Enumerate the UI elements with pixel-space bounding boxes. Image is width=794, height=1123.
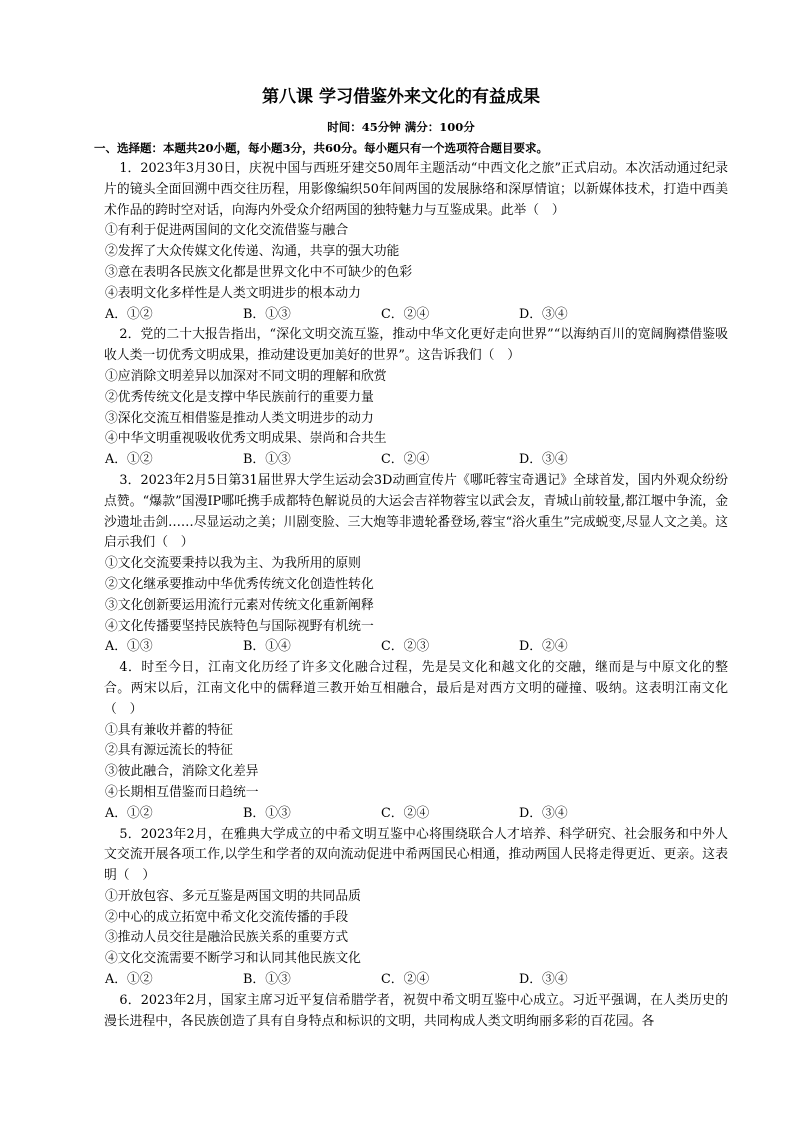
choice-a: A．①③ <box>105 639 153 655</box>
question-2 <box>104 325 728 471</box>
question-3 <box>104 471 728 658</box>
question-stem: 6．2023年2月，国家主席习近平复信希腊学者，祝贺中希文明互鉴中心成立。习近平强调，在人类历史的漫长进程中，各民族创造了具有自身特点和标识的文明，共同构成人类文明绚丽多彩的百花园。各 <box>104 992 728 1029</box>
statement-3: ③彼此融合，消除文化差异 <box>105 764 259 780</box>
statement-1: ①有利于促进两国间的文化交流借鉴与融合 <box>105 223 349 239</box>
page-title: 第八课 学习借鉴外来文化的有益成果 <box>262 87 540 107</box>
statement-3: ③文化创新要运用流行元素对传统文化重新阐释 <box>105 597 374 613</box>
choice-c: C．②④ <box>381 306 430 322</box>
statement-2: ②发挥了大众传媒文化传递、沟通，共享的强大功能 <box>105 244 400 260</box>
choice-d: D．③④ <box>519 972 568 988</box>
choice-b: B．①③ <box>243 805 291 821</box>
answer-choices <box>104 305 728 326</box>
statement-1: ①具有兼收并蓄的特征 <box>105 722 233 738</box>
statement-4: ④文化交流需要不断学习和认同其他民族文化 <box>105 951 361 967</box>
choice-c: C．②③ <box>381 639 430 655</box>
answer-choices <box>104 970 728 991</box>
statement-4: ④长期相互借鉴而日趋统一 <box>105 784 259 800</box>
choice-d: D．③④ <box>519 306 568 322</box>
statement-4: ④表明文化多样性是人类文明进步的根本动力 <box>105 285 361 301</box>
choice-d: D．③④ <box>519 452 568 468</box>
statement-2: ②优秀传统文化是支撑中华民族前行的重要力量 <box>105 389 374 405</box>
question-stem: 4．时至今日，江南文化历经了许多文化融合过程，先是吴文化和越文化的交融，继而是与中原文化的整合。两宋以后，江南文化中的儒释道三教开始互相融合，最后是对西方文明的碰撞、吸纳。这表明江南文化（ ） <box>104 660 728 717</box>
statement-3: ③推动人员交往是融洽民族关系的重要方式 <box>105 930 349 946</box>
choice-b: B．①④ <box>243 639 291 655</box>
exam-meta: 时间：45分钟 满分：100分 <box>327 120 475 134</box>
statement-2: ②中心的成立拓宽中希文化交流传播的手段 <box>105 909 349 925</box>
choice-a: A．①② <box>105 805 153 821</box>
choice-c: C．②④ <box>381 805 430 821</box>
answer-choices <box>104 804 728 825</box>
question-stem: 3．2023年2月5日第31届世界大学生运动会3D动画宣传片《哪吒蓉宝奇遇记》全球首发，国内外观众纷纷点赞。“爆款”国漫IP哪吒携手成都特色解说员的大运会吉祥物蓉宝以武会友，青城山前较量,都江堰中争流，金沙遗址击剑……尽显运动之美；川剧变脸、三大炮等非遗轮番登场,蓉宝“浴火重生”完成蜕变,尽显人文之美。这启示我们（ ） <box>104 472 728 551</box>
statement-4: ④中华文明重视吸收优秀文明成果、崇尚和合共生 <box>105 431 387 447</box>
answer-choices <box>104 450 728 471</box>
choice-d: D．③④ <box>519 805 568 821</box>
statement-2: ②具有源远流长的特征 <box>105 743 233 759</box>
question-1 <box>104 159 728 325</box>
choice-c: C．②④ <box>381 972 430 988</box>
statement-1: ①文化交流要秉持以我为主、为我所用的原则 <box>105 556 361 572</box>
question-6 <box>104 991 728 1033</box>
choice-a: A．①② <box>105 452 153 468</box>
choice-b: B．①③ <box>243 972 291 988</box>
statement-4: ④文化传播要坚持民族特色与国际视野有机统一 <box>105 618 374 634</box>
choice-b: B．①③ <box>243 452 291 468</box>
choice-a: A．①② <box>105 306 153 322</box>
question-stem: 1．2023年3月30日，庆祝中国与西班牙建交50周年主题活动“中西文化之旅”正式启动。本次活动通过纪录片的镜头全面回溯中西交往历程，用影像编织50年间两国的发展脉络和深厚情谊；以新媒体技术，打造中西美术作品的跨时空对话，向海内外受众介绍两国的独特魅力与互鉴成果。此举（ ） <box>104 161 728 218</box>
statement-3: ③意在表明各民族文化都是世界文化中不可缺少的色彩 <box>105 264 413 280</box>
question-stem: 2．党的二十大报告指出，“深化文明交流互鉴，推动中华文化更好走向世界”“以海纳百川的宽阔胸襟借鉴吸收人类一切优秀文明成果，推动建设更加美好的世界”。这告诉我们（ ） <box>104 327 728 364</box>
choice-a: A．①② <box>105 972 153 988</box>
statement-3: ③深化交流互相借鉴是推动人类文明进步的动力 <box>105 410 374 426</box>
choice-b: B．①③ <box>243 306 291 322</box>
question-4 <box>104 658 728 824</box>
section-heading: 一、选择题：本题共20小题，每小题3分，共60分。每小题只有一个选项符合题目要求。 <box>94 141 549 155</box>
choice-c: C．②④ <box>381 452 430 468</box>
statement-2: ②文化继承要推动中华优秀传统文化创造性转化 <box>105 576 374 592</box>
statement-1: ①开放包容、多元互鉴是两国文明的共同品质 <box>105 888 361 904</box>
choice-d: D．②④ <box>519 639 568 655</box>
question-5 <box>104 825 728 991</box>
question-stem: 5．2023年2月，在雅典大学成立的中希文明互鉴中心将围绕联合人才培养、科学研究、社会服务和中外人文交流开展各项工作,以学生和学者的双向流动促进中希两国民心相通，推动两国人民将走得更近、更亲。这表明（ ） <box>104 826 728 884</box>
answer-choices <box>104 637 728 658</box>
statement-1: ①应消除文明差异以加深对不同文明的理解和欣赏 <box>105 368 387 384</box>
